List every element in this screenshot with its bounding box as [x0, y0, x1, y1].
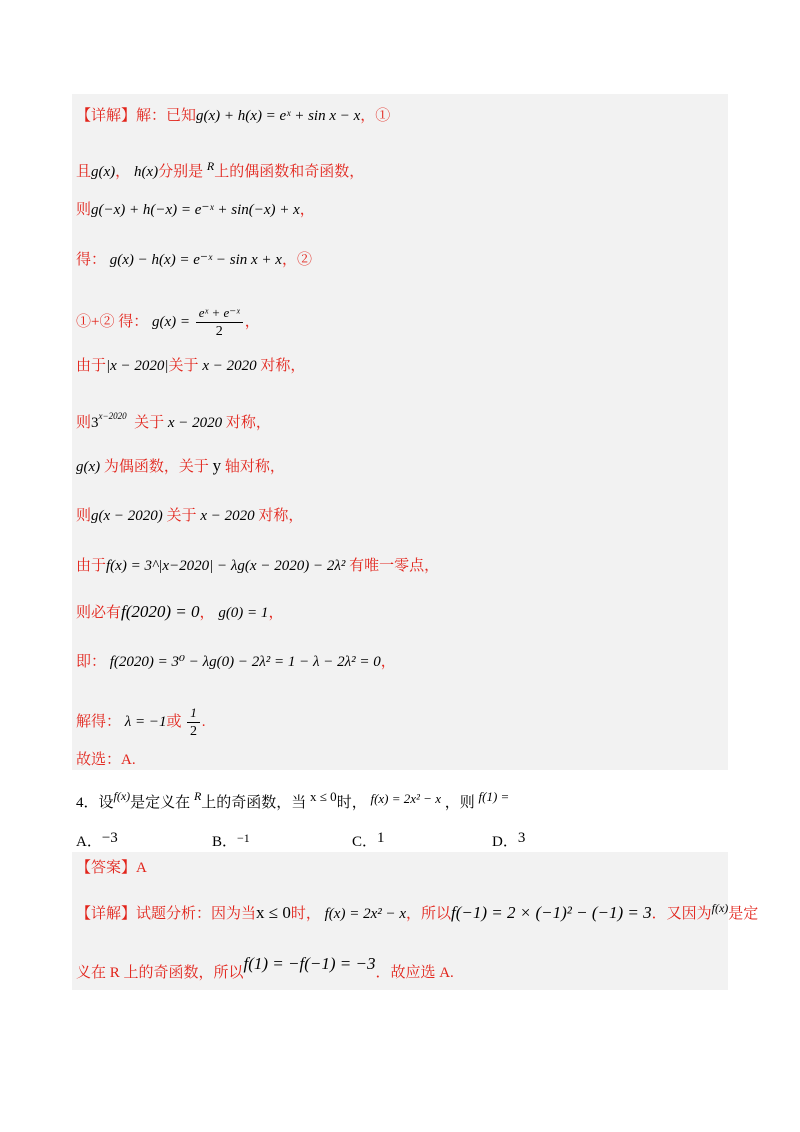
- option-label: C．: [352, 834, 378, 850]
- text: 有唯一零点，: [349, 558, 440, 574]
- option-value: −3: [101, 830, 118, 846]
- solution3-line-10: [76, 556, 439, 576]
- option-label: A．: [76, 834, 102, 850]
- math-expression: x − 2020: [200, 508, 255, 524]
- text: 即：: [76, 654, 107, 670]
- math-expression: g(0) = 1: [218, 605, 269, 621]
- text: ，: [268, 605, 284, 621]
- answer-label: 【答案】A: [76, 860, 147, 876]
- text: ，: [244, 313, 260, 330]
- text: 上的偶函数和奇函数，: [214, 164, 365, 180]
- text: 则: [76, 415, 92, 431]
- text: 义在 R 上的奇函数，所以: [76, 965, 244, 981]
- math-expression: g(x) =: [151, 313, 190, 330]
- solution3-line-6: [76, 356, 305, 376]
- text: 是定: [728, 906, 759, 922]
- fraction-numerator: eˣ + e⁻ˣ: [196, 304, 243, 323]
- math-expression: f(1) =: [478, 789, 510, 804]
- text: ．故应选 A.: [375, 965, 454, 981]
- math-expression: f(x): [113, 789, 131, 803]
- math-expression: f(x) = 2x² − x: [370, 791, 441, 806]
- option-d: [492, 828, 525, 852]
- text: 关于: [168, 358, 199, 374]
- solution3-line-7: [76, 406, 271, 433]
- fraction-numerator: 1: [187, 704, 200, 723]
- math-expression: x − 2020: [167, 415, 223, 431]
- math-expression: h(x): [133, 164, 159, 180]
- fraction-denominator: 2: [190, 724, 198, 739]
- fraction: [196, 304, 243, 341]
- text: 分别是: [158, 164, 204, 180]
- math-expression: R: [193, 789, 202, 803]
- text: 为偶函数，关于: [103, 459, 209, 475]
- math-superscript: x−2020: [98, 411, 127, 421]
- text: ，: [380, 654, 396, 670]
- text: 或: [166, 713, 182, 730]
- equation-marker: ，①: [360, 108, 391, 124]
- option-value: −1: [237, 831, 250, 845]
- math-expression: g(x): [91, 164, 116, 180]
- text: 对称，: [225, 415, 271, 431]
- math-expression: x ≤ 0: [256, 903, 291, 922]
- text: 则必有: [76, 605, 122, 621]
- solution3-line-1: [76, 106, 390, 126]
- math-expression: f(2020) = 0: [121, 602, 200, 621]
- text: 【详解】试题分析：因为当: [76, 906, 257, 922]
- option-label: D．: [492, 834, 518, 850]
- math-expression: y: [212, 456, 222, 475]
- text: 是定义在: [130, 795, 191, 811]
- math-expression: 3: [91, 415, 99, 431]
- solution4-line-1: [76, 898, 758, 924]
- text: 时，: [290, 906, 321, 922]
- option-c: [352, 828, 385, 852]
- option-value: 3: [517, 830, 526, 846]
- question-4: [76, 786, 509, 813]
- text: 解得：: [76, 713, 122, 730]
- text: ，则: [444, 795, 475, 811]
- text: 轴对称，: [224, 459, 285, 475]
- text: 由于: [76, 358, 107, 374]
- equation-marker: ，②: [281, 252, 312, 268]
- solution3-line-8: [76, 456, 285, 477]
- fraction-denominator: 2: [215, 324, 223, 339]
- option-value: 1: [377, 830, 385, 846]
- solution3-line-5: [76, 304, 260, 341]
- detail-label: 【详解】解：已知: [76, 108, 197, 124]
- option-label: B．: [212, 834, 238, 850]
- math-expression: R: [206, 159, 215, 173]
- solution3-line-3: [76, 200, 315, 220]
- text: 对称，: [260, 358, 306, 374]
- solution3-line-9: [76, 506, 303, 526]
- text: 时，: [336, 795, 367, 811]
- math-expression: f(x) = 2x² − x: [324, 906, 406, 922]
- text: 得：: [76, 252, 107, 268]
- solution3-line-11: [76, 602, 283, 623]
- math-expression: f(1) = −f(−1) = −3: [243, 954, 376, 973]
- math-expression: g(x − 2020): [91, 508, 163, 524]
- text: ．又因为: [651, 906, 712, 922]
- solution3-conclusion: 故选：A.: [76, 752, 136, 768]
- math-expression: x ≤ 0: [310, 789, 337, 804]
- solution3-line-13: [76, 704, 206, 741]
- text: ，所以: [406, 906, 452, 922]
- math-expression: f(2020) = 3⁰ − λg(0) − 2λ² = 1 − λ − 2λ² = 0: [109, 654, 381, 670]
- text: .: [201, 713, 206, 730]
- text: 则: [76, 202, 92, 218]
- math-expression: g(x) − h(x) = e⁻ˣ − sin x + x: [109, 252, 282, 268]
- math-expression: f(x) = 3^|x−2020| − λg(x − 2020) − 2λ²: [106, 558, 346, 574]
- text: 由于: [76, 558, 107, 574]
- math-expression: f(x): [711, 901, 729, 915]
- math-expression: λ = −1: [124, 713, 167, 730]
- solution4-line-2: [76, 954, 454, 983]
- text: ，: [115, 164, 131, 180]
- solution3-line-4: [76, 250, 312, 270]
- math-expression: g(x) + h(x) = eˣ + sin x − x: [196, 108, 361, 124]
- solution3-line-2: [76, 156, 364, 182]
- text: ①+② 得：: [76, 313, 149, 330]
- math-expression: g(−x) + h(−x) = e⁻ˣ + sin(−x) + x: [91, 202, 300, 218]
- fraction: [187, 704, 200, 741]
- math-expression: x − 2020: [202, 358, 257, 374]
- text: 则: [76, 508, 92, 524]
- math-expression: g(x): [76, 459, 101, 475]
- question-number: 4．设: [76, 795, 114, 811]
- solution3-line-12: [76, 652, 396, 672]
- text: 关于: [134, 415, 165, 431]
- text: 上的奇函数，当: [201, 795, 307, 811]
- math-expression: f(−1) = 2 × (−1)² − (−1) = 3: [451, 903, 652, 922]
- text: 对称，: [258, 508, 304, 524]
- text: ，: [199, 605, 215, 621]
- math-expression: |x − 2020|: [106, 358, 169, 374]
- text: 且: [76, 164, 92, 180]
- text: ，: [299, 202, 315, 218]
- text: 关于: [166, 508, 197, 524]
- option-b: [212, 828, 250, 852]
- option-a: [76, 828, 118, 852]
